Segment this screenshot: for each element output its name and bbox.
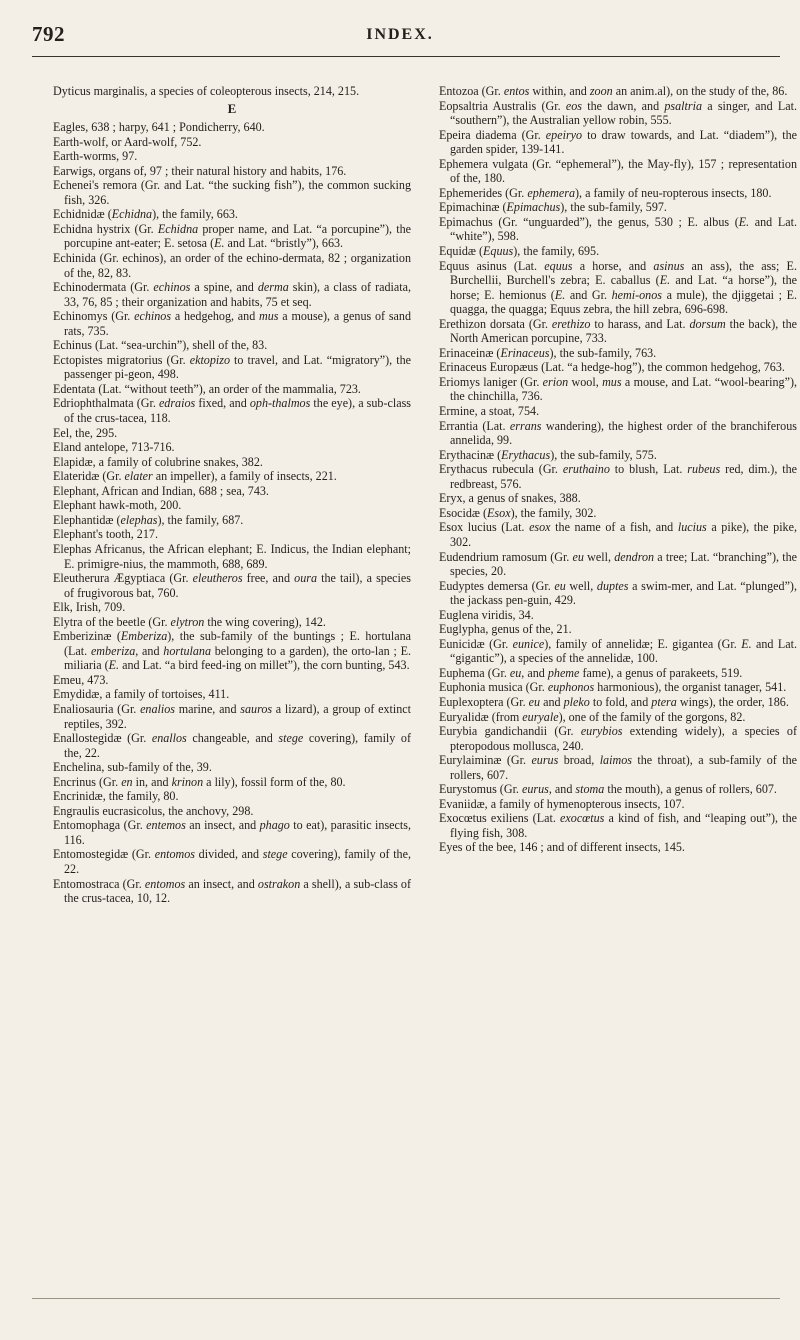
index-entry: Echinomys (Gr. echinos a hedgehog, and mus a mouse), a genus of sand rats, 735.	[53, 309, 411, 338]
header-rule	[32, 56, 780, 57]
index-entry: Equus asinus (Lat. equus a horse, and asinus an ass), the ass; E. Burchellii, Burchell's zebra; E. caballus (E. and Lat. “a horse”), the horse; E. hemionus (E. and Gr. hemi-onos a mule), the djiggetai ; E. quagga, the quagga; Equus zebra, the hill zebra, 696-698.	[439, 258, 798, 317]
index-entry: Echinus (Lat. “sea-urchin”), shell of the, 83.	[53, 338, 268, 353]
index-entry: Entomostegidæ (Gr. entomos divided, and stege covering), family of the, 22.	[53, 847, 411, 876]
index-entry: Eurylaiminæ (Gr. eurus broad, laimos the throat), a sub-family of the rollers, 607.	[439, 753, 798, 782]
index-entry: Elephant hawk-moth, 200.	[53, 498, 182, 513]
page-header	[32, 22, 768, 50]
index-entry: Emeu, 473.	[53, 672, 109, 687]
index-entry: Ectopistes migratorius (Gr. ektopizo to travel, and Lat. “migratory”), the passenger pi-geon, 498.	[53, 352, 411, 382]
index-entry: Erethizon dorsata (Gr. erethizo to harass, and Lat. dorsum the back), the North American porcupine, 733.	[439, 316, 798, 346]
index-entry: Elapidæ, a family of colubrine snakes, 382.	[53, 454, 263, 469]
index-entry: Exocœtus exiliens (Lat. exocœtus a kind of fish, and “leaping out”), the flying fish, 308.	[439, 811, 797, 840]
index-entry: Edriophthalmata (Gr. edraios fixed, and oph-thalmos the eye), a sub-class of the crus-tacea, 118.	[53, 396, 412, 426]
index-entry: Encrinidæ, the family, 80.	[53, 789, 179, 804]
index-entry: Eudendrium ramosum (Gr. eu well, dendron a tree; Lat. “branching”), the species, 20.	[439, 549, 797, 579]
index-entry: Earth-wolf, or Aard-wolf, 752.	[53, 134, 202, 149]
footer-rule	[32, 1298, 780, 1299]
index-entry: Elephas Africanus, the African elephant; E. Indicus, the Indian elephant; E. primigre-nius, the mammoth, 688, 689.	[53, 541, 411, 571]
index-entry: Esocidæ (Esox), the family, 302.	[439, 505, 597, 520]
index-entry: Epimachus (Gr. “unguarded”), the genus, 530 ; E. albus (E. and Lat. “white”), 598.	[439, 214, 797, 244]
index-entry: Eryx, a genus of snakes, 388.	[439, 491, 581, 506]
index-entry: Eopsaltria Australis (Gr. eos the dawn, and psaltria a singer, and Lat. “southern”), the Australian yellow robin, 555.	[439, 98, 797, 128]
index-entry: Eurybia gandichandii (Gr. eurybios extending widely), a species of pteropodous mollusca, 240.	[439, 724, 798, 753]
index-entry: Echenei's remora (Gr. and Lat. “the sucking fish”), the common sucking fish, 326.	[53, 178, 411, 207]
index-entry: Erythacus rubecula (Gr. eruthaino to blush, Lat. rubeus red, dim.), the redbreast, 576.	[439, 462, 798, 491]
index-entry: Epimachinæ (Epimachus), the sub-family, 597.	[439, 200, 667, 215]
index-entry: Eunicidæ (Gr. eunice), family of annelidæ; E. gigantea (Gr. E. and Lat. “gigantic”), a species of the annelidæ, 100.	[439, 636, 797, 666]
index-entry: Earth-worms, 97.	[53, 149, 138, 164]
index-entry: Engraulis eucrasicolus, the anchovy, 298.	[53, 803, 254, 818]
index-entry: Eleutherura Ægyptiaca (Gr. eleutheros free, and oura the tail), a species of frugivorous bat, 760.	[53, 571, 411, 600]
index-entry: Elateridæ (Gr. elater an impeller), a family of insects, 221.	[53, 469, 337, 484]
index-entry: Emberizinæ (Emberiza), the sub-family of the buntings ; E. hortulana (Lat. emberiza, and hortulana belonging to a garden), the orto-lan ; E. miliaria (E. and Lat. “a bird feed-ing on millet”), the corn bunting, 543.	[53, 629, 411, 673]
index-entry: Elytra of the beetle (Gr. elytron the wing covering), 142.	[53, 614, 326, 629]
index-entry: Enaliosauria (Gr. enalios marine, and sauros a lizard), a group of extinct reptiles, 392.	[53, 701, 411, 731]
index-entry: Ermine, a stoat, 754.	[439, 404, 540, 419]
index-entry: Elephant, African and Indian, 688 ; sea, 743.	[53, 483, 269, 498]
index-entry: Eudyptes demersa (Gr. eu well, duptes a swim-mer, and Lat. “plunged”), the jackass pen-guin, 429.	[439, 578, 797, 608]
index-entry: Epeira diadema (Gr. epeiryo to draw towards, and Lat. “diadem”), the garden spider, 139-141.	[439, 127, 797, 157]
index-entry: Elk, Irish, 709.	[53, 600, 126, 615]
page-number: 792	[32, 22, 65, 46]
index-entry: Elephant's tooth, 217.	[53, 527, 158, 542]
index-entry: Eyes of the bee, 146 ; and of different insects, 145.	[439, 840, 685, 855]
index-entry: Evaniidæ, a family of hymenopterous insects, 107.	[439, 796, 685, 811]
index-entry: Euplexoptera (Gr. eu and pleko to fold, and ptera wings), the order, 186.	[439, 694, 789, 709]
index-entry: Equidæ (Equus), the family, 695.	[439, 244, 600, 259]
index-entry: Emydidæ, a family of tortoises, 411.	[53, 687, 230, 702]
section-letter: E	[227, 100, 237, 116]
index-entry: Ephemerides (Gr. ephemera), a family of neu-ropterous insects, 180.	[439, 185, 772, 200]
index-entry: Euglena viridis, 34.	[439, 607, 534, 622]
index-entry: Entozoa (Gr. entos within, and zoon an anim.al), on the study of the, 86.	[439, 84, 788, 98]
index-entry: Esox lucius (Lat. esox the name of a fish, and lucius a pike), the pike, 302.	[439, 520, 797, 549]
index-entry: Elephantidæ (elephas), the family, 687.	[53, 512, 244, 527]
index-entry: Echidna hystrix (Gr. Echidna proper name, and Lat. “a porcupine”), the porcupine ant-eater; E. setosa (E. and Lat. “bristly”), 663.	[53, 221, 411, 251]
page-title: INDEX.	[366, 26, 434, 43]
index-entry: Euphonia musica (Gr. euphonos harmonious), the organist tanager, 541.	[439, 680, 787, 695]
index-entry: Edentata (Lat. “without teeth”), an order of the mammalia, 723.	[53, 381, 361, 396]
index-entry: Echidnidæ (Echidna), the family, 663.	[53, 207, 238, 222]
index-entry: Euryalidæ (from euryale), one of the family of the gorgons, 82.	[439, 709, 746, 724]
index-entry: Erinaceinæ (Erinaceus), the sub-family, 763.	[439, 345, 657, 360]
index-entry: Echinida (Gr. echinos), an order of the echino-dermata, 82 ; organization of the, 82, 83.	[53, 251, 411, 280]
index-entry: Encrinus (Gr. en in, and krinon a lily), fossil form of the, 80.	[53, 774, 346, 789]
left-column	[53, 84, 411, 906]
index-entry: Erinaceus Europæus (Lat. “a hedge-hog”), the common hedgehog, 763.	[439, 360, 785, 375]
index-entry: Euphema (Gr. eu, and pheme fame), a genus of parakeets, 519.	[439, 665, 743, 680]
index-entry: Enallostegidæ (Gr. enallos changeable, and stege covering), family of the, 22.	[53, 731, 411, 760]
right-column	[439, 84, 797, 855]
index-entry: Dyticus marginalis, a species of coleopterous insects, 214, 215.	[53, 84, 360, 98]
index-entry: Ephemera vulgata (Gr. “ephemeral”), the May-fly), 157 ; representation of the, 180.	[439, 156, 797, 186]
index-entry: Erythacinæ (Erythacus), the sub-family, 575.	[439, 447, 657, 462]
index-entry: Errantia (Lat. errans wandering), the highest order of the branchiferous annelida, 99.	[439, 418, 797, 448]
index-entry: Eurystomus (Gr. eurus, and stoma the mouth), a genus of rollers, 607.	[439, 782, 777, 797]
index-entry: Eland antelope, 713-716.	[53, 440, 175, 455]
index-entry: Echinodermata (Gr. echinos a spine, and derma skin), a class of radiata, 33, 76, 85 ; their organization and habits, 75 et seq.	[53, 280, 411, 309]
index-entry: Entomophaga (Gr. entemos an insect, and phago to eat), parasitic insects, 116.	[53, 818, 411, 847]
index-entry: Enchelina, sub-family of the, 39.	[53, 760, 212, 775]
index-entry: Earwigs, organs of, 97 ; their natural history and habits, 176.	[53, 163, 347, 178]
index-entry: Eagles, 638 ; harpy, 641 ; Pondicherry, 640.	[53, 120, 265, 135]
index-entry: Entomostraca (Gr. entomos an insect, and ostrakon a shell), a sub-class of the crus-tacea, 10, 12.	[53, 876, 412, 906]
index-entry: Euglypha, genus of the, 21.	[439, 622, 572, 637]
index-entry: Eel, the, 295.	[53, 425, 118, 440]
index-entry: Eriomys laniger (Gr. erion wool, mus a mouse, and Lat. “wool-bearing”), the chinchilla, 736.	[439, 374, 797, 404]
